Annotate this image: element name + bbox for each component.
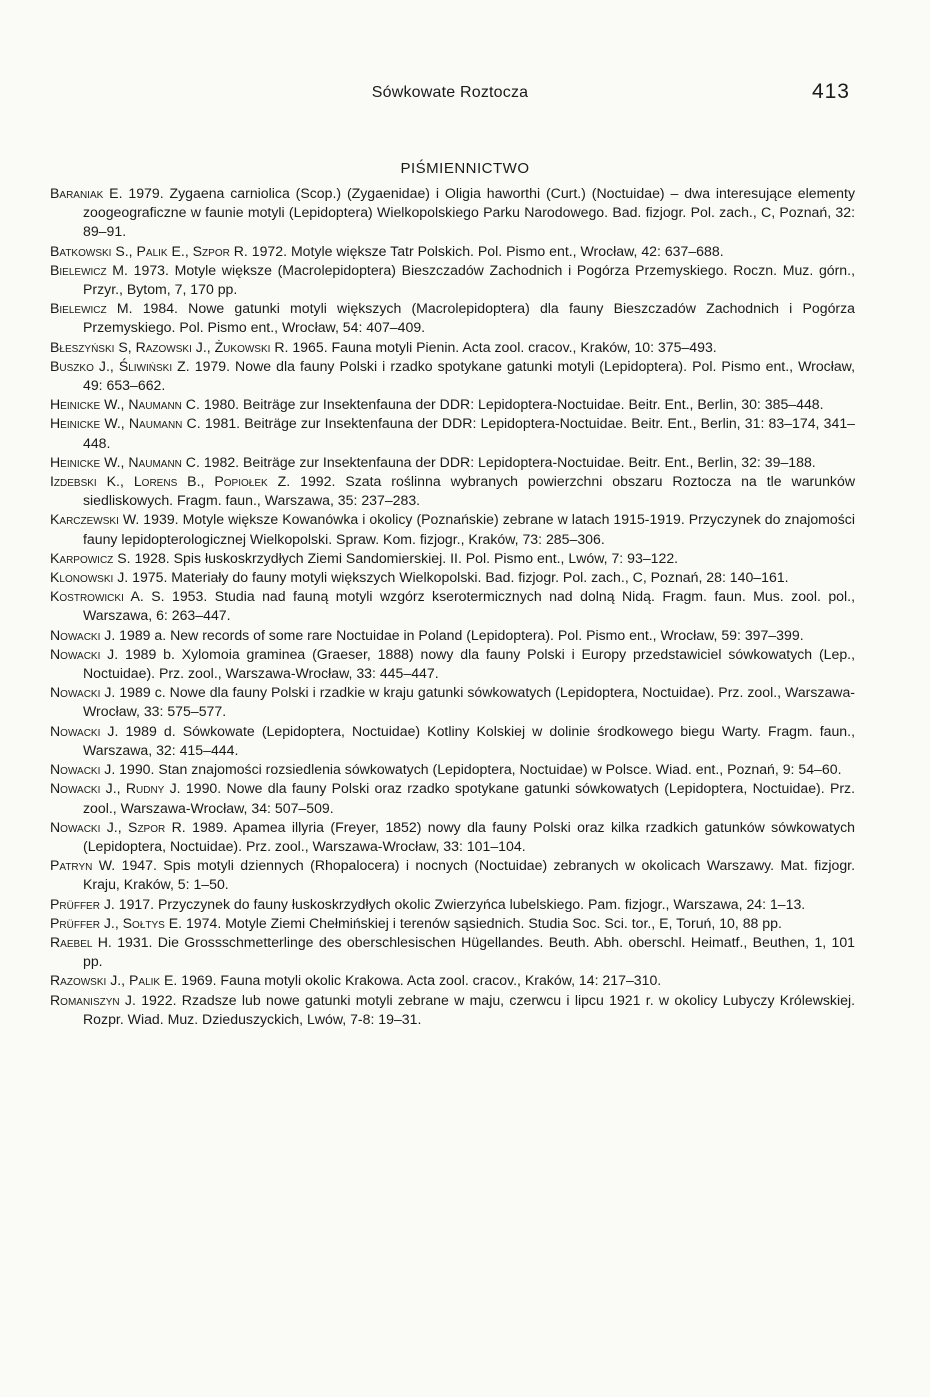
reference-authors: Bielewicz M. [50,300,133,317]
reference-entry [50,683,855,721]
reference-text: 1992. Szata roślinna wybranych powierzchni obszaru Roztocza na tle warunków siedliskowych. Fragm. faun., Warszawa, 35: 237–283. [83,473,855,509]
reference-entry [50,645,855,683]
reference-text: 1974. Motyle Ziemi Chełmińskiej i terenów sąsiednich. Studia Soc. Sci. tor., E, Toruń, 10, 88 pp. [182,914,782,931]
reference-authors: Nowacki J., Rudny J. [50,780,181,797]
reference-entry [50,299,855,337]
reference-authors: Nowacki J. [50,645,119,662]
reference-entry [50,261,855,299]
reference-entry [50,856,855,894]
reference-entry [50,722,855,760]
reference-authors: Nowacki J. [50,761,116,778]
reference-entry [50,549,855,568]
reference-text: 1982. Beiträge zur Insektenfauna der DDR: Lepidoptera-Noctuidae. Beitr. Ent., Berlin, 32: 39–188. [199,453,816,470]
reference-authors: Romaniszyn J. [50,991,136,1008]
reference-authors: Raebel H. [50,933,112,950]
reference-authors: Heinicke W., Naumann C. [50,453,200,470]
reference-authors: Batkowski S., Palik E., Szpor R. [50,242,248,259]
reference-entry [50,760,855,779]
running-title: Sówkowate Roztocza [371,84,529,101]
reference-authors: Karczewski W. [50,511,140,528]
reference-entry [50,510,855,548]
reference-authors: Klonowski J. [50,569,129,586]
reference-entry [50,895,855,914]
reference-entry [50,357,855,395]
reference-text: 1972. Motyle większe Tatr Polskich. Pol. Pismo ent., Wrocław, 42: 637–688. [247,242,724,259]
reference-text: 1989. Apamea illyria (Freyer, 1852) nowy dla fauny Polski oraz kilka rzadkich gatunków sówkowatych (Lepidoptera, Noctuidae). Prz. zool., Warszawa-Wrocław, 33: 101–104. [83,818,855,854]
reference-entry [50,472,855,510]
reference-authors: Prüffer J. [50,895,115,912]
reference-text: 1990. Nowe dla fauny Polski oraz rzadko spotykane gatunki sówkowatych (Lepidoptera, Noctuidae). Prz. zool., Warszawa-Wrocław, 34: 507–509. [83,780,856,816]
reference-entry [50,626,855,645]
reference-entry [50,395,855,414]
reference-entry [50,779,855,817]
reference-authors: Patryn W. [50,857,116,874]
reference-authors: Nowacki J. [50,626,116,643]
reference-authors: Buszko J., Śliwiński Z. [50,357,190,374]
reference-entry [50,184,855,242]
reference-authors: Błeszyński S, Razowski J., Żukowski R. [50,338,289,355]
reference-text: 1979. Nowe dla fauny Polski i rzadko spotykane gatunki motyli (Lepidoptera). Pol. Pismo ent., Wrocław, 49: 653–662. [83,357,856,394]
reference-text: 1931. Die Grossschmetterlinge des oberschlesischen Hügellandes. Beuth. Abh. oberschl. Heimatf., Beuthen, 1, 101 pp. [83,933,855,970]
reference-text: 1990. Stan znajomości rozsiedlenia sówkowatych (Lepidoptera, Noctuidae) w Polsce. Wiad. ent., Poznań, 9: 54–60. [115,761,842,778]
reference-text: 1917. Przyczynek do fauny łuskoskrzydłych okolic Zwierzyńca lubelskiego. Pam. fizjogr., Warszawa, 24: 1–13. [114,895,806,912]
reference-text: 1989 a. New records of some rare Noctuidae in Poland (Lepidoptera). Pol. Pismo ent., Wrocław, 59: 397–399. [115,626,804,643]
reference-authors: Nowacki J. [50,684,116,701]
reference-text: 1984. Nowe gatunki motyli większych (Macrolepidoptera) dla fauny Bieszczadów Zachodnich i Pogórza Przemyskiego. Pol. Pismo ent., Wrocław, 54: 407–409. [83,300,855,336]
reference-entry [50,453,855,472]
reference-text: 1969. Fauna motyli okolic Krakowa. Acta zool. cracov., Kraków, 14: 217–310. [177,972,662,989]
reference-entry [50,971,855,990]
reference-text: 1965. Fauna motyli Pienin. Acta zool. cracov., Kraków, 10: 375–493. [288,338,717,355]
reference-text: 1989 c. Nowe dla fauny Polski i rzadkie w kraju gatunki sówkowatych (Lepidoptera, Noctuidae). Prz. zool., Warszawa-Wrocław, 33: 575–577. [83,684,856,720]
reference-text: 1980. Beiträge zur Insektenfauna der DDR: Lepidoptera-Noctuidae. Beitr. Ent., Berlin, 30: 385–448. [199,396,824,413]
reference-entry [50,338,855,357]
reference-authors: Baraniak E. [50,185,123,201]
page-number: 413 [811,80,850,103]
reference-list [50,184,855,1029]
reference-entry [50,568,855,587]
reference-text: 1989 d. Sówkowate (Lepidoptera, Noctuidae) Kotliny Kolskiej w dolinie środkowego biegu Warty. Fragm. faun., Warszawa, 32: 415–444. [83,722,855,758]
reference-authors: Nowacki J., Szpor R. [50,818,186,835]
reference-entry [50,587,855,625]
reference-authors: Heinicke W., Naumann C. [50,396,200,413]
running-head [0,80,930,110]
reference-entry [50,242,855,261]
reference-text: 1989 b. Xylomoia graminea (Graeser, 1888) nowy dla fauny Polski i Europy przedstawiciel sówkowatych (Lep., Noctuidae). Prz. zool., Warszawa-Wrocław, 33: 445–447. [83,645,855,682]
reference-authors: Prüffer J., Sołtys E. [50,914,183,931]
reference-authors: Kostrowicki A. S. [50,588,165,605]
reference-entry [50,933,855,971]
reference-text: 1953. Studia nad fauną motyli wzgórz kserotermicznych nad dolną Nidą. Fragm. faun. Mus. zool. pol., Warszawa, 6: 263–447. [83,588,855,624]
reference-entry [50,914,855,933]
reference-entry [50,414,855,452]
reference-text: 1981. Beiträge zur Insektenfauna der DDR: Lepidoptera-Noctuidae. Beitr. Ent., Berlin, 31: 83–174, 341–448. [83,415,855,451]
reference-authors: Razowski J., Palik E. [50,972,178,989]
section-title: PIŚMIENNICTWO [400,160,530,177]
reference-entry [50,818,855,856]
reference-text: 1975. Materiały do fauny motyli większych Wielkopolski. Bad. fizjogr. Pol. zach., C, Poznań, 28: 140–161. [128,569,789,586]
reference-text: 1928. Spis łuskoskrzydłych Ziemi Sandomierskiej. II. Pol. Pismo ent., Lwów, 7: 93–122. [130,549,679,566]
reference-text: 1939. Motyle większe Kowanówka i okolicy (Poznańskie) zebrane w latach 1915-1919. Przyczynek do znajomości fauny lepidopterologicznej Wielkopolski. Spraw. Kom. fizjogr., Kraków, 73: 285–306. [83,511,855,547]
reference-authors: Karpowicz S. [50,549,131,566]
reference-text: 1979. Zygaena carniolica (Scop.) (Zygaenidae) i Oligia haworthi (Curt.) (Noctuidae) – dwa interesujące elementy zoogeograficzne w faunie motyli (Lepidoptera) Wielkopolskiego Parku Narodowego. Bad. fizjogr. Pol. zach., C, Poznań, 32: 89–91. [83,185,855,240]
reference-text: 1973. Motyle większe (Macrolepidoptera) Bieszczadów Zachodnich i Pogórza Przemyskiego. Roczn. Muz. górn., Przyr., Bytom, 7, 170 pp. [83,261,855,298]
reference-entry [50,991,855,1029]
reference-authors: Heinicke W., Naumann C. [50,415,201,432]
reference-text: 1922. Rzadsze lub nowe gatunki motyli zebrane w maju, czerwcu i lipcu 1921 r. w okolicy Lubyczy Królewskiej. Rozpr. Wiad. Muz. Dzieduszyckich, Lwów, 7-8: 19–31. [83,991,855,1027]
reference-authors: Izdebski K., Lorens B., Popiołek Z. [50,473,291,490]
reference-authors: Bielewicz M. [50,261,128,278]
reference-authors: Nowacki J. [50,722,119,739]
reference-text: 1947. Spis motyli dziennych (Rhopalocera) i nocnych (Noctuidae) zebranych w okolicach Warszawy. Mat. fizjogr. Kraju, Kraków, 5: 1–50. [83,857,855,893]
